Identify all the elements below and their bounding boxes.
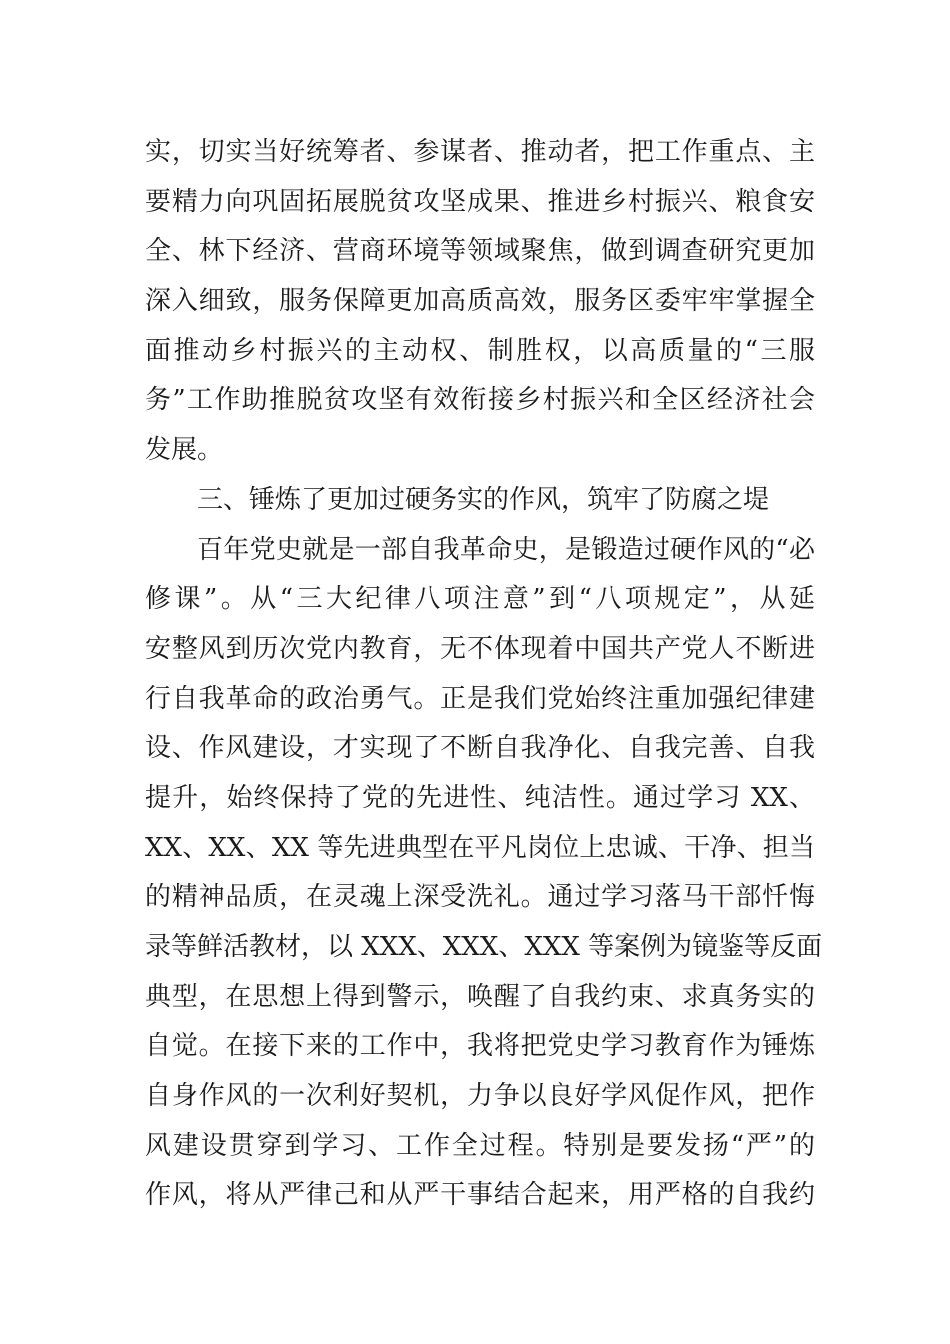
paragraph-2-line-2: 修课”。从“三大纪律八项注意”到“八项规定”，从延 [145, 584, 815, 615]
paragraph-2-line-9: 录等鲜活教材，以 XXX、XXX、XXX 等案例为镜鉴等反面 [145, 932, 823, 962]
paragraph-2-line-1: 百年党史就是一部自我革命史，是锻造过硬作风的“必 [197, 534, 815, 565]
paragraph-1-line-1: 实，切实当好统筹者、参谋者、推动者，把工作重点、主 [145, 137, 815, 167]
section-heading: 三、锤炼了更加过硬务实的作风，筑牢了防腐之堤 [197, 484, 770, 515]
paragraph-2-line-8: 的精神品质，在灵魂上深受洗礼。通过学习落马干部忏悔 [145, 882, 815, 913]
paragraph-1-line-5: 面推动乡村振兴的主动权、制胜权，以高质量的“三服 [145, 335, 815, 366]
paragraph-2-line-4: 行自我革命的政治勇气。正是我们党始终注重加强纪律建 [145, 683, 815, 714]
paragraph-1-line-6: 务”工作助推脱贫攻坚有效衔接乡村振兴和全区经济社会 [145, 385, 815, 416]
paragraph-2-line-7: XX、XX、XX 等先进典型在平凡岗位上忠诚、干净、担当 [145, 832, 815, 863]
paragraph-2-line-5: 设、作风建设，才实现了不断自我净化、自我完善、自我 [145, 733, 815, 764]
paragraph-2-line-12: 自身作风的一次利好契机，力争以良好学风促作风，把作 [145, 1081, 815, 1112]
paragraph-2-line-3: 安整风到历次党内教育，无不体现着中国共产党人不断进 [145, 633, 815, 664]
paragraph-2-line-14: 作风，将从严律己和从严干事结合起来，用严格的自我约 [145, 1180, 815, 1211]
paragraph-2-line-11: 自觉。在接下来的工作中，我将把党史学习教育作为锤炼 [145, 1031, 815, 1062]
paragraph-1-line-4: 深入细致，服务保障更加高质高效，服务区委牢牢掌握全 [145, 286, 815, 317]
paragraph-1-line-2: 要精力向巩固拓展脱贫攻坚成果、推进乡村振兴、粮食安 [145, 186, 815, 217]
document-body [145, 128, 823, 1221]
paragraph-1-line-7: 发展。 [145, 435, 224, 466]
paragraph-2-line-13: 风建设贯穿到学习、工作全过程。特别是要发扬“严”的 [145, 1130, 815, 1161]
paragraph-2-line-6: 提升，始终保持了党的先进性、纯洁性。通过学习 XX、 [145, 782, 815, 813]
paragraph-1-line-3: 全、林下经济、营商环境等领域聚焦，做到调查研究更加 [145, 236, 815, 267]
paragraph-2-line-10: 典型，在思想上得到警示，唤醒了自我约束、求真务实的 [145, 981, 815, 1012]
